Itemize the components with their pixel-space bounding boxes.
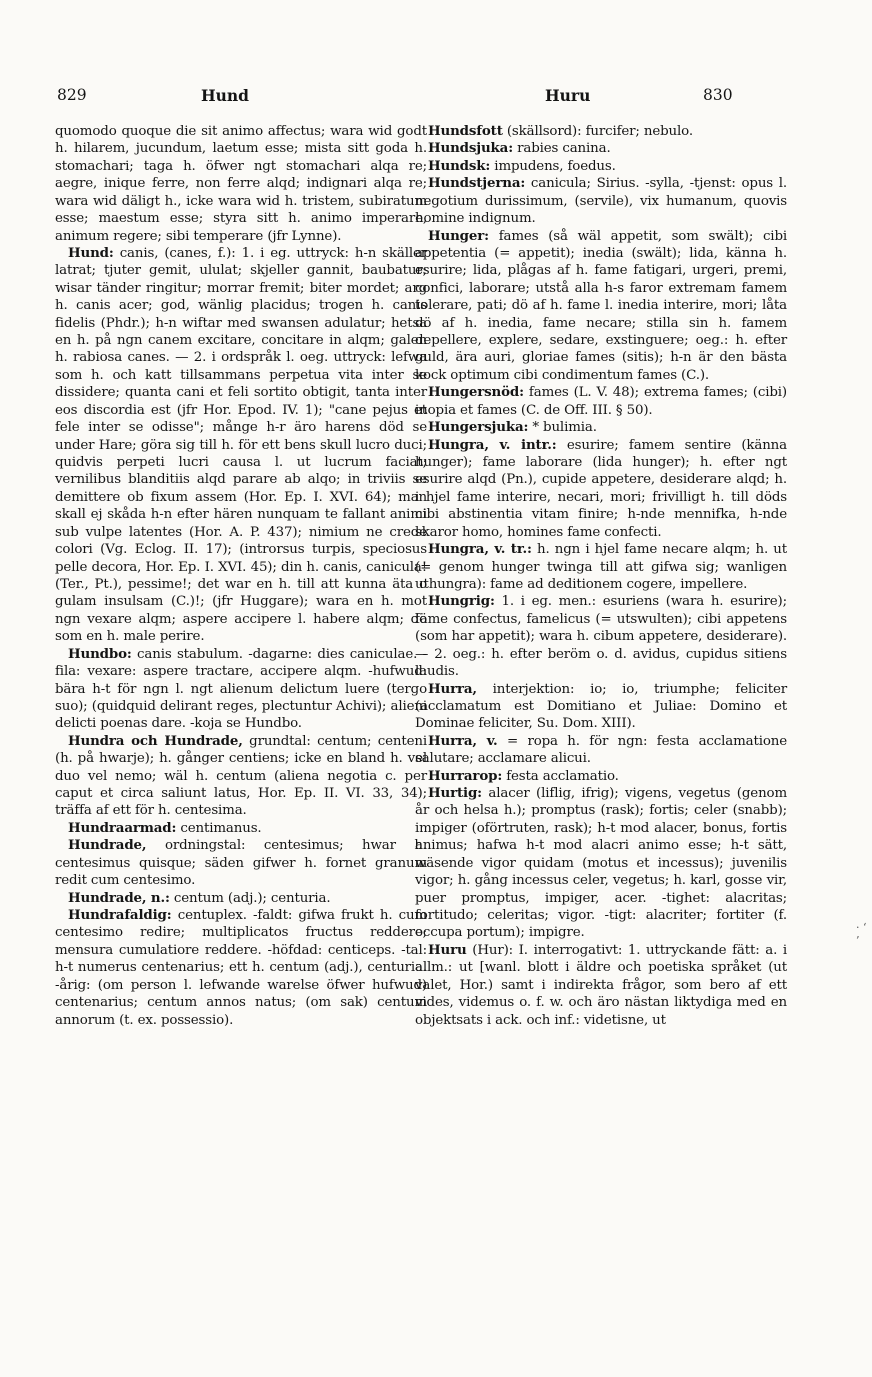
dictionary-entry	[415, 733, 787, 768]
running-headword-right: Huru	[545, 86, 591, 105]
entry-text: (Hur): I. interrogativt: 1. uttryckande fätt: a. i allm.: ut [wanl. blott i äldre och poetiska språket (ut valet, Hor.) samt i indirekta frågor, som bero af ett vides, videmus o. f. w. och äro nästan liktydiga med en objektsats i ack. och inf.: videtisne, ut	[415, 942, 787, 1028]
dictionary-entry	[415, 140, 787, 157]
entry-text: (skällsord): furcifer; nebulo.	[502, 124, 693, 139]
entry-text: esurire; famem sentire (känna hunger); fame laborare (lida hunger); h. efter ngt esurire alqd (Pn.), cupide appetere, desiderare alqd; h. i hjel fame interire, necari, mori; frivilligt h. till döds cibi abstinentia vitam finire; h-nde mennifka, h-nde skaror homo, homines fame confecti.	[415, 437, 787, 540]
right-column	[415, 123, 787, 1029]
dictionary-entry	[415, 942, 787, 1029]
entry-headword: Hundsjuka:	[428, 140, 514, 157]
margin-mark: · ‘ ’	[856, 921, 867, 947]
entry-headword: Hunger:	[428, 227, 489, 244]
entry-text: canis stabulum. -dagarne: dies caniculae. -fila: vexare: aspere tractare, accipere alqm. -hufwud: bära h-t för ngn l. ngt alienum delictum luere (tergo suo); (quidquid delirant reges, plectuntur Achivi); alieni delicti poenas dare. -koja se Hundbo.	[55, 646, 427, 732]
entry-text: festa acclamatio.	[502, 768, 619, 784]
entry-text: canicula; Sirius. -sylla, -tjenst: opus l. negotium durissimum, (servile), vix humanum, quovis homine indignum.	[415, 176, 787, 227]
entry-headword: Hurrarop:	[428, 767, 503, 784]
dictionary-entry	[415, 768, 787, 785]
dictionary-entry	[415, 419, 787, 436]
entry-text: centum (adj.); centuria.	[169, 890, 331, 906]
dictionary-entry	[55, 123, 427, 245]
entry-text: rabies canina.	[513, 141, 611, 157]
entry-headword: Hund:	[68, 244, 114, 261]
dictionary-entry	[415, 785, 787, 942]
entry-headword: Hurtig:	[428, 785, 482, 802]
entry-headword: Hurra,	[428, 680, 477, 697]
dictionary-entry	[415, 681, 787, 733]
entry-headword: Hundrade, n.:	[68, 889, 170, 906]
page-header	[0, 86, 872, 110]
entry-headword: Hungersnöd:	[428, 384, 524, 401]
entry-headword: Hundra och Hundrade,	[68, 732, 243, 749]
entry-text: h. ngn i hjel fame necare alqm; h. ut (= genom hunger twinga till att gifwa sig; wanligen uthungra): fame ad deditionem cogere, impellere.	[415, 542, 787, 592]
entry-headword: Hungersjuka:	[428, 419, 529, 436]
dictionary-entry	[55, 245, 427, 646]
entry-text: impudens, foedus.	[490, 158, 616, 174]
dictionary-entry	[415, 228, 787, 385]
entry-text: alacer (liflig, ifrig); vigens, vegetus (genom år och helsa h.); promptus (rask); fortis; celer (snabb); impiger (oförtruten, rask); h-t mod alacer, bonus, fortis animus; hafwa h-t mod alacri animo esse; h-t sätt, wäsende vigor quidam (motus et incessus); juvenilis vigor; h. gång incessus celer, vegetus; h. karl, gosse vir, puer promptus, impiger, acer. -tighet: alacritas; fortitudo; celeritas; vigor. -tigt: alacriter; fortiter (f. occupa portum); impigre.	[415, 786, 787, 941]
dictionary-entry	[55, 890, 427, 907]
running-headword-left: Hund	[201, 86, 250, 105]
entry-text: grundtal: centum; centeni (h. på hwarje); h. gånger centiens; icke en bland h. vel duo vel nemo; wäl h. centum (aliena negotia c. per caput et circa saliunt latus, Hor. Ep. II. VI. 33, 34); träffa af ett för h. centesima.	[55, 733, 427, 819]
entry-text: fames (L. V. 48); extrema fames; (cibi) inopia et fames (C. de Off. III. § 50).	[415, 385, 787, 418]
dictionary-entry	[55, 646, 427, 733]
entry-text: = ropa h. för ngn: festa acclamatione salutare; acclamare alicui.	[415, 733, 787, 767]
entry-headword: Hundsk:	[428, 157, 491, 174]
entry-headword: Hundrade,	[68, 837, 147, 854]
dictionary-entry	[415, 384, 787, 419]
dictionary-entry	[415, 158, 787, 175]
entry-text: fames (så wäl appetit, som swält); cibi appetentia (= appetit); inedia (swält); lida, känna h. esurire; lida, plågas af h. fame fatigari, urgeri, premi, confici, laborare; utstå alla h-s faror extremam famem tolerare, pati; dö af h. fame l. inedia interire, mori; låta dö af h. inedia, fame necare; stilla sin h. famem depellere, explere, sedare, exstinguere; oeg.: h. efter guld, ära auri, gloriae fames (sitis); h-n är den bästa kock optimum cibi condimentum fames (C.).	[415, 228, 787, 383]
dictionary-entry	[415, 437, 787, 542]
entry-text: ordningstal: centesimus; hwar h. centesimus quisque; säden gifwer h. fornet granum redit cum centesimo.	[55, 838, 427, 889]
entry-headword: Hungra, v. tr.:	[428, 541, 532, 558]
page-number-left: 829	[57, 86, 87, 104]
entry-text: centuplex. -faldt: gifwa frukt h. cum centesimo redire; multiplicatos fructus reddere; mensura cumulatiore reddere. -höfdad: centiceps. -tal: h-t numerus centenarius; ett h. centum (adj.), centuria. -årig: (om person l. lefwande warelse öfwer hufwud) centenarius; centum annos natus; (om sak) centum annorum (t. ex. possessio).	[55, 907, 427, 1028]
page-number-right: 830	[703, 86, 733, 104]
dictionary-entry	[55, 733, 427, 820]
entry-text: 1. i eg. men.: esuriens (wara h. esurire); fame confectus, famelicus (= utswulten); cibi appetens (som har appetit); wara h. cibum appetere, desiderare). — 2. oeg.: h. efter beröm o. d. avidus, cupidus sitiens laudis.	[415, 594, 787, 680]
entry-headword: Hundstjerna:	[428, 175, 526, 192]
dictionary-entry	[415, 175, 787, 227]
dictionary-entry	[55, 837, 427, 889]
entry-text: interjektion: io; io, triumphe; feliciter (acclamatum est Domitiano et Juliae: Domino et Dominae feliciter, Su. Dom. XIII).	[415, 681, 787, 732]
entry-headword: Hurra, v.	[428, 732, 498, 749]
dictionary-entry	[55, 820, 427, 837]
entry-text: quomodo quoque die sit animo affectus; wara wid godt h. hilarem, jucundum, laetum esse; mista sitt goda h. stomachari; taga h. öfwer ngt stomachari alqa re; aegre, inique ferre, non ferre alqd; indignari alqa re; wara wid däligt h., icke wara wid h. tristem, subiratum esse; maestum esse; styra sitt h. animo imperare, animum regere; sibi temperare (jfr Lynne).	[55, 124, 427, 244]
entry-text: canis, (canes, f.): 1. i eg. uttryck: h-n skäller latrat; tjuter gemit, ululat; skjeller gannit, baubatur; wisar tänder ringitur; morrar fremit; biter mordet; arg h. canis acer; god, wänlig placidus; trogen h. canis fidelis (Phdr.); h-n wiftar med swansen adulatur; hetsa en h. på ngn canem excitare, concitare in alqm; galen h. rabiosa canes. — 2. i ordspråk l. oeg. uttryck: lefwa som h. och katt tillsammans perpetua vita inter se dissidere; quanta cani et feli sortito obtigit, tanta inter eos discordia est (jfr Hor. Epod. IV. 1); "cane pejus et fele inter se odisse"; månge h-r äro harens död se under Hare; göra sig till h. för ett bens skull lucro duci; quidvis perpeti lucri causa l. ut lucrum faciat; vernilibus blanditiis alqd parare ab alqo; in triviis se demittere ob fixum assem (Hor. Ep. I. XVI. 64); man skall ej skåda h-n efter hären nunquam te fallant animi sub vulpe latentes (Hor. A. P. 437); nimium ne crede colori (Vg. Eclog. II. 17); (introrsus turpis, speciosus pelle decora, Hor. Ep. I. XVI. 45); din h. canis, canicula! (Ter., Pt.), pessime!; det war en h. till att kunna äta o gulam insulsam (C.)!; (jfr Huggare); wara en h. mot ngn vexare alqm; aspere accipere l. habere alqm; dö som en h. male perire.	[55, 245, 427, 645]
dictionary-entry	[415, 123, 787, 140]
entry-headword: Huru	[428, 941, 467, 958]
entry-headword: Hundrafaldig:	[68, 906, 172, 923]
entry-headword: Hungrig:	[428, 593, 495, 610]
dictionary-entry	[415, 593, 787, 680]
entry-headword: Hundraarmad:	[68, 819, 177, 836]
entry-text: centimanus.	[176, 820, 262, 836]
entry-headword: Hundsfott	[428, 123, 503, 139]
entry-headword: Hungra, v. intr.:	[428, 436, 557, 453]
entry-headword: Hundbo:	[68, 645, 132, 662]
entry-text: * bulimia.	[528, 420, 597, 436]
dictionary-entry	[55, 907, 427, 1029]
left-column	[55, 123, 427, 1029]
dictionary-entry	[415, 541, 787, 593]
